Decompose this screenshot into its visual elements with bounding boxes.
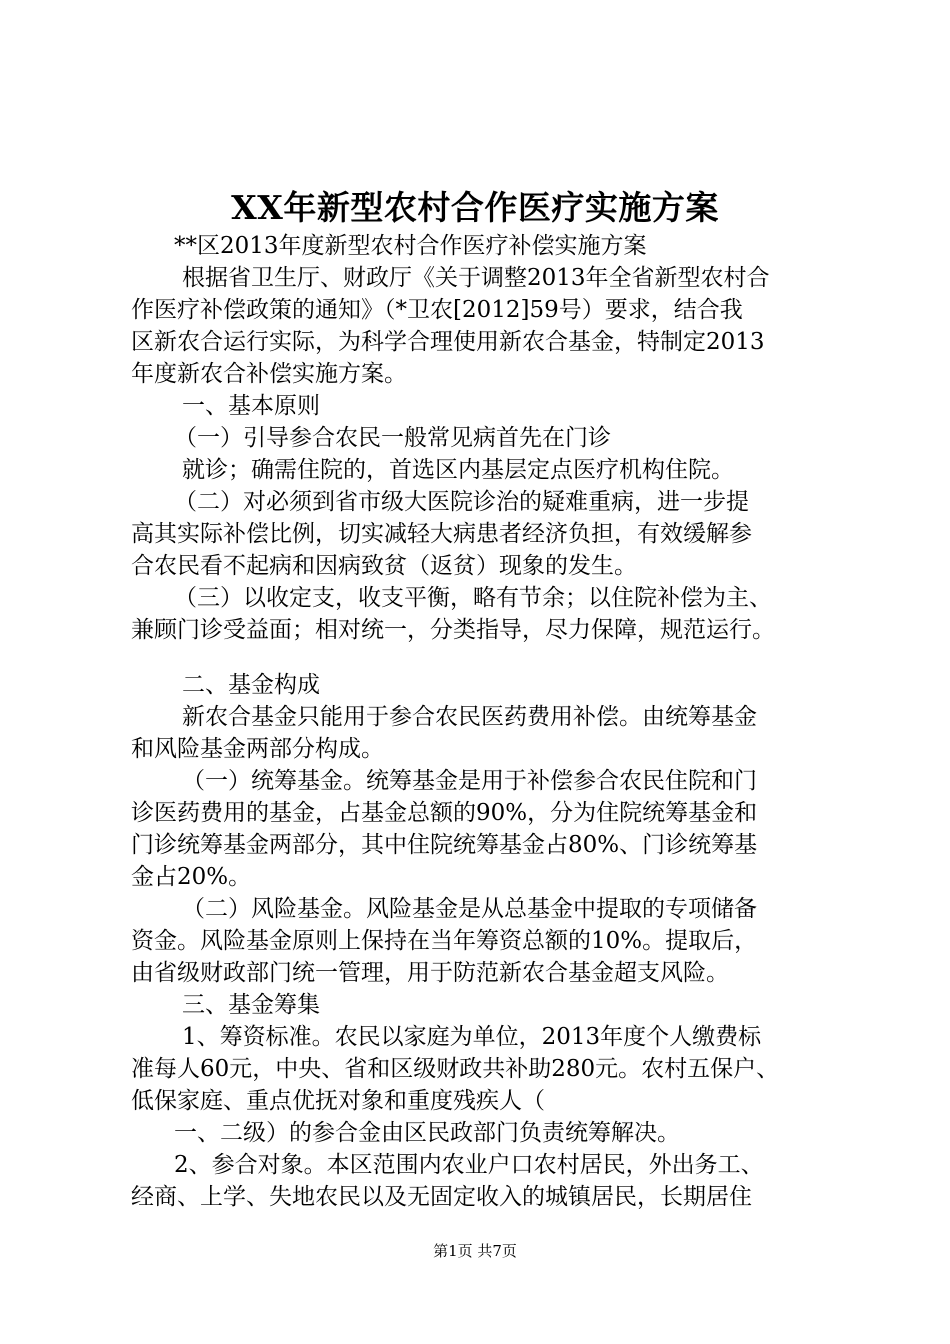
body-line: **区2013年度新型农村合作医疗补偿实施方案	[174, 233, 647, 259]
section-heading: 三、基金筹集	[182, 992, 320, 1018]
body-line: 作医疗补偿政策的通知》（*卫农[2012]59号）要求，结合我	[131, 297, 743, 323]
body-line: 诊医药费用的基金，占基金总额的90%，分为住院统筹基金和	[131, 800, 758, 826]
body-line: （一）统筹基金。统筹基金是用于补偿参合农民住院和门	[182, 768, 757, 794]
page-number: 第1页 共7页	[433, 1242, 517, 1260]
body-line: 高其实际补偿比例，切实减轻大病患者经济负担，有效缓解参	[131, 521, 752, 547]
body-line: 准每人60元，中央、省和区级财政共补助280元。农村五保户、	[131, 1056, 780, 1082]
body-line: 由省级财政部门统一管理，用于防范新农合基金超支风险。	[131, 960, 729, 986]
body-line: 门诊统筹基金两部分，其中住院统筹基金占80%、门诊统筹基	[131, 832, 758, 858]
body-line: （三）以收定支，收支平衡，略有节余；以住院补偿为主、	[174, 585, 772, 611]
body-line: （一）引导参合农民一般常见病首先在门诊	[174, 425, 611, 451]
body-line: 金占20%。	[131, 864, 252, 890]
body-line: 就诊；确需住院的，首选区内基层定点医疗机构住院。	[182, 457, 734, 483]
body-line: （二）对必须到省市级大医院诊治的疑难重病，进一步提	[174, 489, 749, 515]
section-heading: 一、基本原则	[182, 393, 320, 419]
body-line: 经商、上学、失地农民以及无固定收入的城镇居民，长期居住	[131, 1184, 752, 1210]
body-line: 低保家庭、重点优抚对象和重度残疾人（	[131, 1088, 545, 1114]
section-heading: 二、基金构成	[182, 672, 320, 698]
document-title: XX年新型农村合作医疗实施方案	[231, 188, 719, 227]
body-line: 合农民看不起病和因病致贫（返贫）现象的发生。	[131, 553, 637, 579]
body-line: 资金。风险基金原则上保持在当年筹资总额的10%。提取后，	[131, 928, 758, 954]
body-line: 根据省卫生厅、财政厅《关于调整2013年全省新型农村合	[182, 265, 770, 291]
body-line: 新农合基金只能用于参合农民医药费用补偿。由统筹基金	[182, 704, 757, 730]
body-line: 区新农合运行实际，为科学合理使用新农合基金，特制定2013	[131, 329, 765, 355]
body-line: 1、筹资标准。农民以家庭为单位，2013年度个人缴费标	[182, 1024, 762, 1050]
body-line: 一、二级）的参合金由区民政部门负责统筹解决。	[174, 1120, 680, 1146]
body-line: 2、参合对象。本区范围内农业户口农村居民，外出务工、	[174, 1152, 764, 1178]
body-line: 兼顾门诊受益面；相对统一，分类指导，尽力保障，规范运行。	[131, 617, 775, 643]
body-line: （二）风险基金。风险基金是从总基金中提取的专项储备	[182, 896, 757, 922]
body-line: 年度新农合补偿实施方案。	[131, 361, 407, 387]
body-line: 和风险基金两部分构成。	[131, 736, 384, 762]
